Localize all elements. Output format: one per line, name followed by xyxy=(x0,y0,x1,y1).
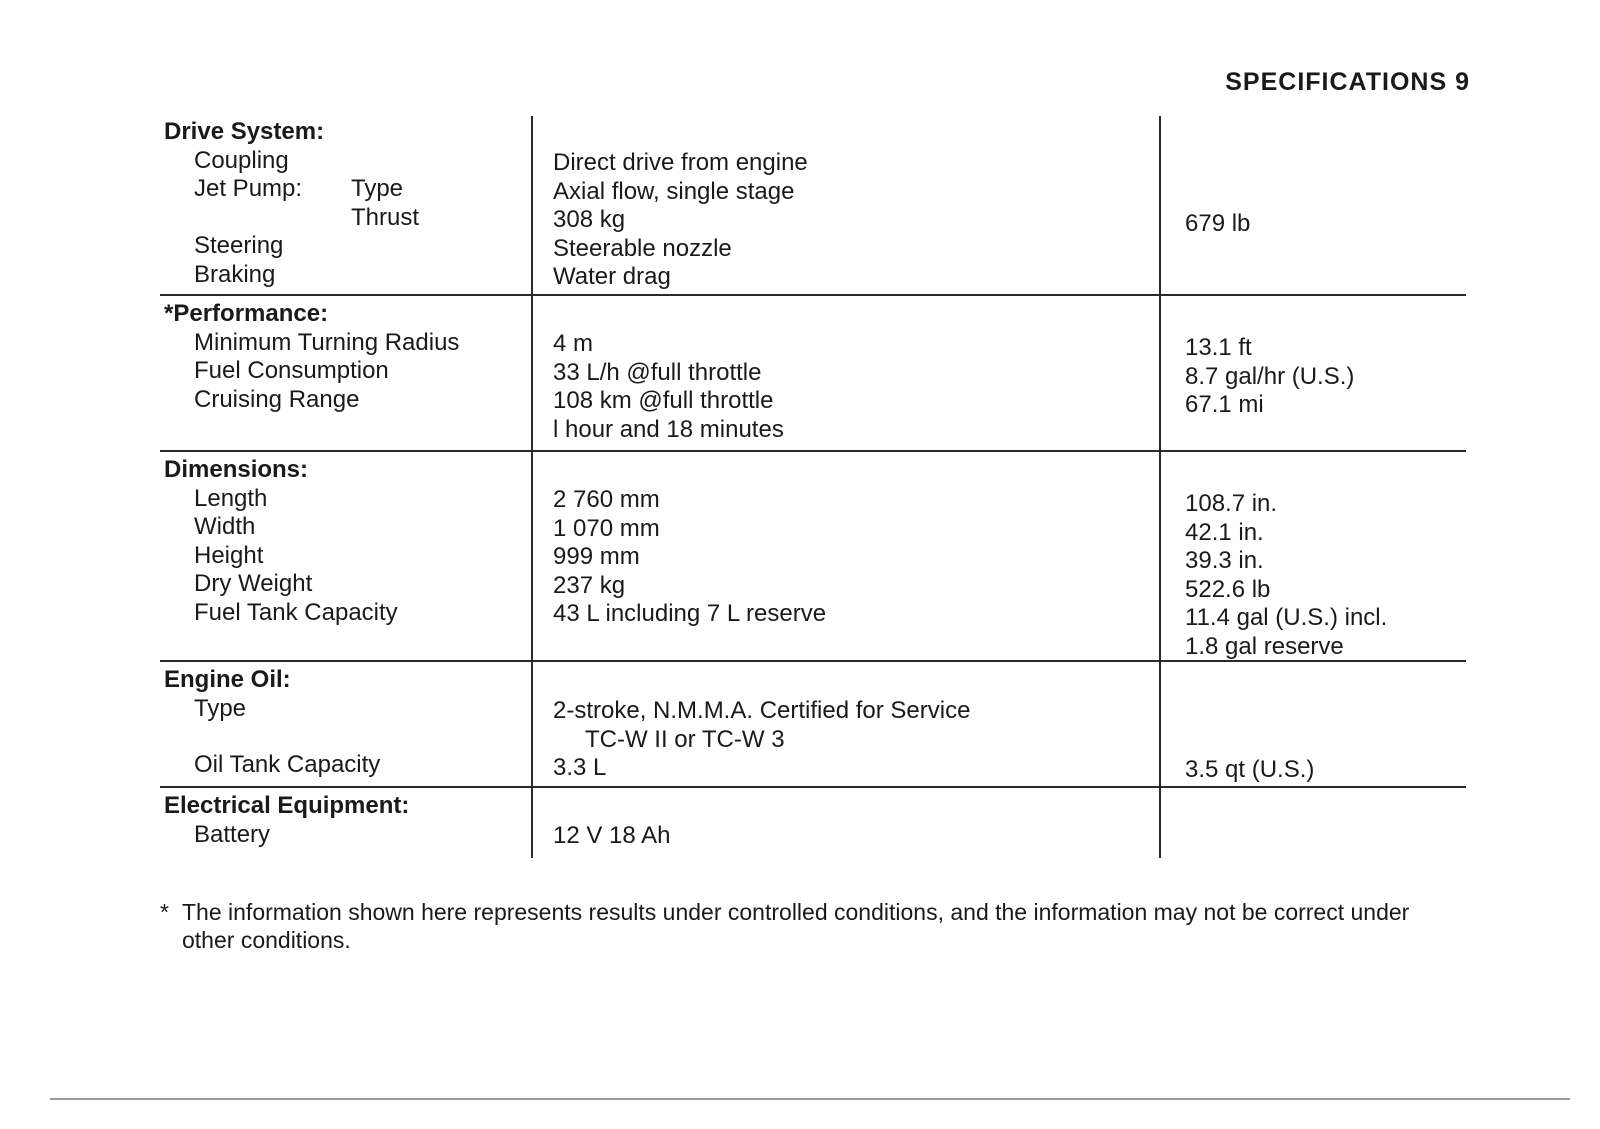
spec-value: 108 km @full throttle xyxy=(553,387,774,414)
section-title: *Performance: xyxy=(164,300,329,327)
spec-value: 999 mm xyxy=(553,543,640,570)
spec-value: 4 m xyxy=(553,330,594,357)
section-title: Dimensions: xyxy=(164,456,309,483)
spec-label: Jet Pump: xyxy=(194,175,303,202)
spec-value: 679 lb xyxy=(1185,210,1251,237)
section-engine-oil xyxy=(160,662,1466,788)
spec-value: 11.4 gal (U.S.) incl. xyxy=(1185,604,1388,631)
spec-label: Width xyxy=(194,513,256,540)
section-performance xyxy=(160,296,1466,452)
spec-value: 1 070 mm xyxy=(553,514,660,542)
spec-value: 108.7 in. xyxy=(1185,490,1278,517)
performance-metric xyxy=(553,330,784,444)
section-title: Engine Oil: xyxy=(164,666,291,693)
performance-imperial xyxy=(1185,334,1354,420)
spec-value: Axial flow, single stage xyxy=(553,177,795,205)
dimensions-imperial xyxy=(1185,490,1387,661)
spec-label: Type xyxy=(351,175,404,202)
spec-label: Type xyxy=(194,694,247,722)
spec-value: 39.3 in. xyxy=(1185,547,1264,574)
footnote-text: The information shown here represents results under controlled conditions, and the information may not be correct under other conditions. xyxy=(182,899,1410,953)
spec-value: 12 V 18 Ah xyxy=(553,822,671,849)
spec-value: 1.8 gal reserve xyxy=(1185,632,1344,660)
section-electrical-equipment xyxy=(160,788,1466,864)
spec-value: Direct drive from engine xyxy=(553,149,808,176)
section-title: Drive System: xyxy=(164,118,325,145)
engine-oil-metric xyxy=(553,697,970,783)
spec-label: Minimum Turning Radius xyxy=(194,328,460,356)
spec-value: 3.5 qt (U.S.) xyxy=(1185,756,1315,783)
spec-label: Thrust xyxy=(351,203,420,231)
spec-value: 237 kg xyxy=(553,571,626,599)
spec-label: Coupling xyxy=(194,146,289,174)
spec-value: Steerable nozzle xyxy=(553,234,732,262)
footnote xyxy=(160,898,1420,954)
dimensions-metric xyxy=(553,486,826,629)
spec-value: 2-stroke, N.M.M.A. Certified for Service xyxy=(553,697,971,724)
section-title: Electrical Equipment: xyxy=(164,792,410,819)
performance-labels xyxy=(164,300,459,414)
spec-value: 13.1 ft xyxy=(1185,334,1252,361)
dimensions-labels xyxy=(164,456,398,627)
page-bottom-rule xyxy=(50,1098,1570,1100)
spec-value: 3.3 L xyxy=(553,754,607,781)
spec-value: 2 760 mm xyxy=(553,486,660,513)
spec-label: Battery xyxy=(194,820,271,848)
spec-label: Braking xyxy=(194,260,276,288)
engine-oil-labels xyxy=(164,666,380,780)
spec-value: 522.6 lb xyxy=(1185,575,1271,603)
footnote-marker: * xyxy=(160,899,169,925)
page-title: SPECIFICATIONS 9 xyxy=(1225,68,1470,96)
section-dimensions xyxy=(160,452,1466,662)
spec-label: Fuel Tank Capacity xyxy=(194,598,398,626)
spec-label: Steering xyxy=(194,232,284,259)
drive-system-metric xyxy=(553,149,808,292)
spec-value: 67.1 mi xyxy=(1185,391,1264,418)
electrical-metric xyxy=(553,822,670,851)
drive-system-labels xyxy=(164,118,419,289)
spec-value: 308 kg xyxy=(553,206,626,233)
jet-pump-row xyxy=(164,175,419,204)
engine-oil-imperial xyxy=(1185,756,1314,785)
specifications-table xyxy=(160,116,1466,864)
spec-label: Length xyxy=(194,484,268,512)
spec-label: Cruising Range xyxy=(194,385,360,413)
spec-value: 42.1 in. xyxy=(1185,518,1264,546)
spec-label: Height xyxy=(194,541,264,569)
spec-label: Oil Tank Capacity xyxy=(194,751,381,778)
spec-value: TC-W II or TC-W 3 xyxy=(585,725,785,753)
spec-value: 33 L/h @full throttle xyxy=(553,358,762,386)
spec-label: Dry Weight xyxy=(194,570,313,597)
section-drive-system xyxy=(160,116,1466,296)
spec-value: 43 L including 7 L reserve xyxy=(553,600,827,627)
spec-label: Fuel Consumption xyxy=(194,357,389,384)
drive-system-imperial xyxy=(1185,210,1250,239)
spec-value: Water drag xyxy=(553,263,671,290)
spec-value: l hour and 18 minutes xyxy=(553,415,784,443)
electrical-labels xyxy=(164,792,409,849)
spec-value: 8.7 gal/hr (U.S.) xyxy=(1185,362,1355,390)
